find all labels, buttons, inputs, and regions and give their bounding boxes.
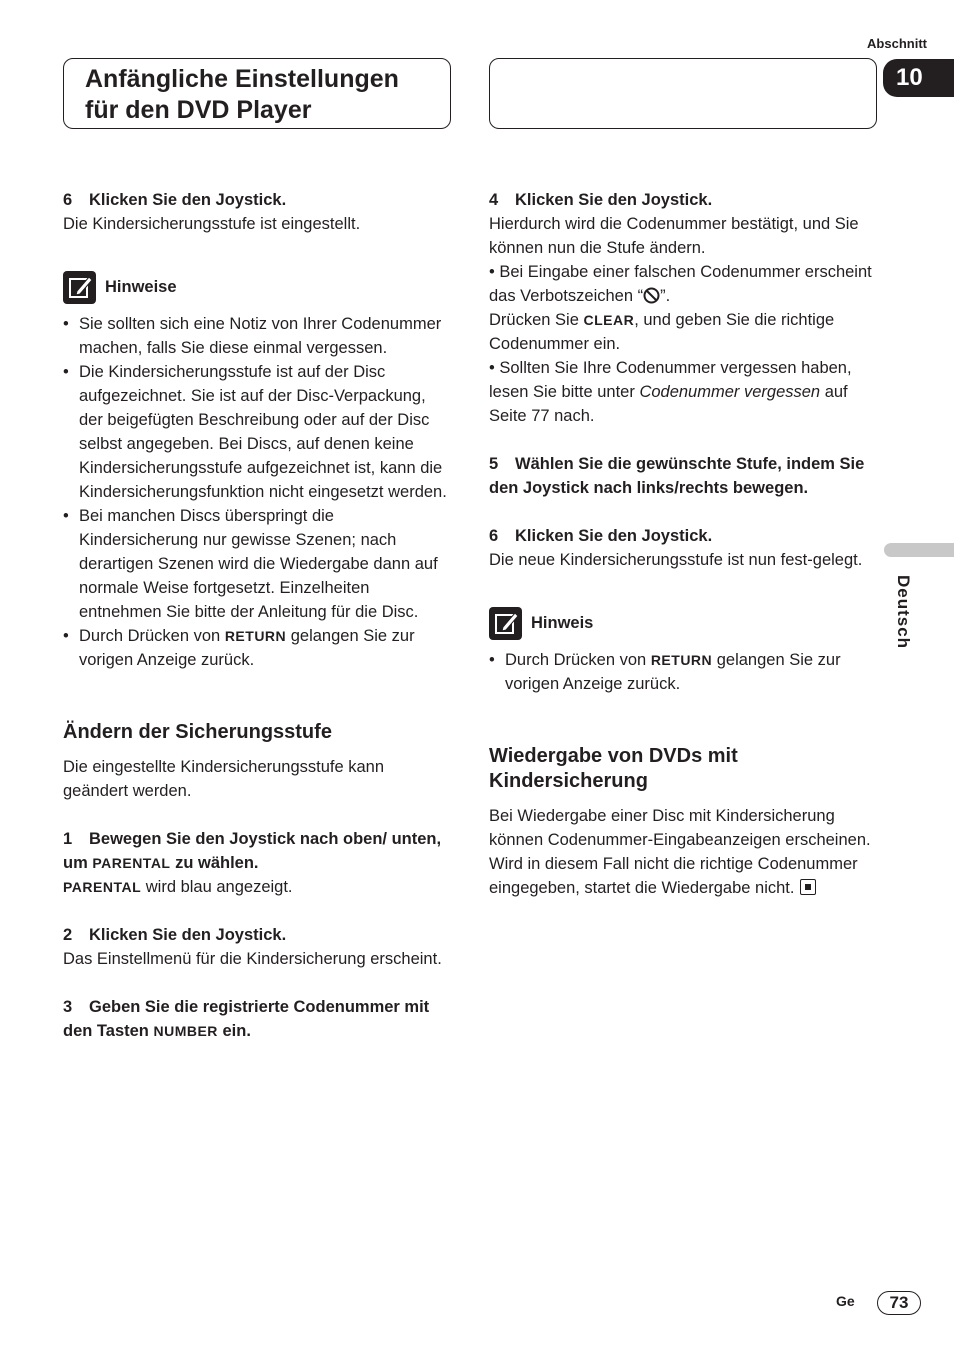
section-heading-playback: Wiedergabe von DVDs mit Kindersicherung [489, 745, 738, 792]
step-1-heading: 1 Bewegen Sie den Joystick nach oben/ unten, um PARENTAL zu wählen. [63, 830, 442, 872]
step-6-heading: 6 Klicken Sie den Joystick. [63, 191, 287, 209]
page-number: 73 [877, 1291, 921, 1315]
step-2-heading: 2 Klicken Sie den Joystick. [63, 926, 287, 944]
clear-instruction: Drücken Sie CLEAR, und geben Sie die richtige Codenummer ein. [489, 311, 835, 353]
step-5-heading: 5 Wählen Sie die gewünschte Stufe, indem Sie den Joystick nach links/rechts bewegen. [489, 455, 865, 497]
language-code: Ge [836, 1293, 855, 1309]
pencil-note-icon [489, 607, 522, 640]
language-label: Deutsch [894, 575, 913, 650]
prohibit-icon [643, 287, 660, 304]
empty-header-box [489, 58, 877, 129]
note-item: • Durch Drücken von RETURN gelangen Sie zur vorigen Anzeige zurück. [63, 624, 453, 672]
note-item: • Durch Drücken von RETURN gelangen Sie zur vorigen Anzeige zurück. [489, 648, 879, 696]
end-mark-icon [800, 879, 816, 895]
note-item: • Bei manchen Discs überspringt die Kindersicherung nur gewisse Szenen; nach derartigen Szenen wird die Wiedergabe dann auf normale Weise fortgesetzt. Einzelheiten entnehmen Sie bitte der Anleitung für die Disc. [63, 504, 453, 624]
right-column [489, 188, 879, 900]
chapter-number-tab: 10 [883, 59, 954, 97]
section-label: Abschnitt [867, 36, 927, 51]
step-3-heading: 3 Geben Sie die registrierte Codenummer mit den Tasten NUMBER ein. [63, 998, 430, 1040]
page-title-line-2: für den DVD Player [85, 96, 312, 124]
step-4-heading: 4 Klicken Sie den Joystick. [489, 191, 713, 209]
page-title [63, 58, 451, 129]
note-item: • Die Kindersicherungsstufe ist auf der Disc aufgezeichnet. Sie ist auf der Disc-Verpackung, der beigefügten Beschreibung oder auf der Disc selbst angegeben. Bei Discs, auf denen keine Kindersicherungsstufe aufgezeichnet ist, kann die Kindersicherungsfunktion nicht eingesetzt werden. [63, 360, 453, 504]
return-key-label: RETURN [224, 628, 287, 644]
step-6b-heading: 6 Klicken Sie den Joystick. [489, 527, 713, 545]
notes-list [63, 312, 453, 672]
section-intro: Die eingestellte Kindersicherungsstufe kann geändert werden. [63, 758, 385, 800]
step-4-text: Hierdurch wird die Codenummer bestätigt, und Sie können nun die Stufe ändern. [489, 215, 859, 257]
notes-header [63, 270, 453, 304]
page-title-line-1: Anfängliche Einstellungen [85, 65, 399, 93]
bullet-forgot-code: • Sollten Sie Ihre Codenummer vergessen haben, lesen Sie bitte unter Codenummer vergessen auf Seite 77 nach. [489, 359, 852, 425]
note-item: • Sie sollten sich eine Notiz von Ihrer Codenummer machen, falls Sie diese einmal vergessen. [63, 312, 453, 360]
step-2-text: Das Einstellmenü für die Kindersicherung erscheint. [63, 950, 442, 968]
note-title: Hinweis [531, 614, 594, 632]
return-key-label: RETURN [650, 652, 713, 668]
pencil-note-icon [63, 271, 96, 304]
section-heading-change-level: Ändern der Sicherungsstufe [63, 721, 332, 743]
language-tab-bar [884, 543, 954, 557]
step-6b-text: Die neue Kindersicherungsstufe ist nun fest-gelegt. [489, 551, 863, 569]
note-list [489, 648, 879, 696]
left-column [63, 188, 453, 1043]
bullet-wrong-code: • Bei Eingabe einer falschen Codenummer erscheint das Verbotszeichen “ ”. [489, 263, 872, 305]
notes-title: Hinweise [105, 278, 177, 296]
note-header [489, 606, 879, 640]
clear-key-label: CLEAR [583, 312, 635, 328]
step-6-text: Die Kindersicherungsstufe ist eingestellt. [63, 215, 361, 233]
section-text-playback: Bei Wiedergabe einer Disc mit Kindersicherung können Codenummer-Eingabeanzeigen erscheinen. Wird in diesem Fall nicht die richtige Codenummer eingegeben, startet die Wiedergabe nicht. [489, 807, 871, 897]
step-1-text: PARENTAL wird blau angezeigt. [63, 878, 293, 896]
